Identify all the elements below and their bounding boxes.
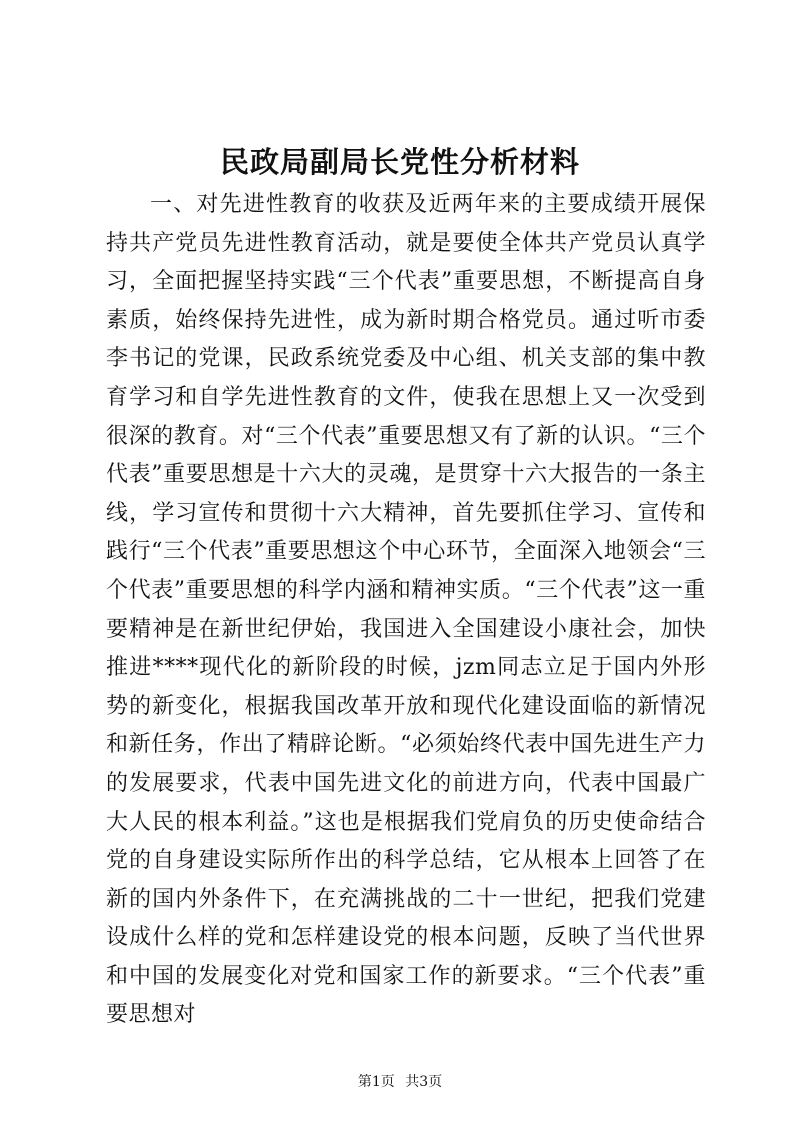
- document-title: 民政局副局长党性分析材料: [219, 145, 580, 179]
- page-number: 第1页: [357, 1074, 395, 1090]
- page-total: 共3页: [405, 1074, 443, 1090]
- page-footer: [0, 1072, 800, 1092]
- body-paragraph: 一、对先进性教育的收获及近两年来的主要成绩开展保持共产党员先进性教育活动，就是要使全体共产党员认真学习，全面把握坚持实践“三个代表”重要思想，不断提高自身素质，始终保持先进性，成为新时期合格党员。通过听市委李书记的党课，民政系统党委及中心组、机关支部的集中教育学习和自学先进性教育的文件，使我在思想上又一次受到很深的教育。对“三个代表”重要思想又有了新的认识。“三个代表”重要思想是十六大的灵魂，是贯穿十六大报告的一条主线，学习宣传和贯彻十六大精神，首先要抓住学习、宣传和践行“三个代表”重要思想这个中心环节，全面深入地领会“三个代表”重要思想的科学内涵和精神实质。“三个代表”这一重要精神是在新世纪伊始，我国进入全国建设小康社会，加快推进****现代化的新阶段的时候，jzm同志立足于国内外形势的新变化，根据我国改革开放和现代化建设面临的新情况和新任务，作出了精辟论断。“必须始终代表中国先进生产力的发展要求，代表中国先进文化的前进方向，代表中国最广大人民的根本利益。”这也是根据我们党肩负的历史使命结合党的自身建设实际所作出的科学总结，它从根本上回答了在新的国内外条件下，在充满挑战的二十一世纪，把我们党建设成什么样的党和怎样建设党的根本问题，反映了当代世界和中国的发展变化对党和国家工作的新要求。“三个代表”重要思想对: [106, 192, 706, 1028]
